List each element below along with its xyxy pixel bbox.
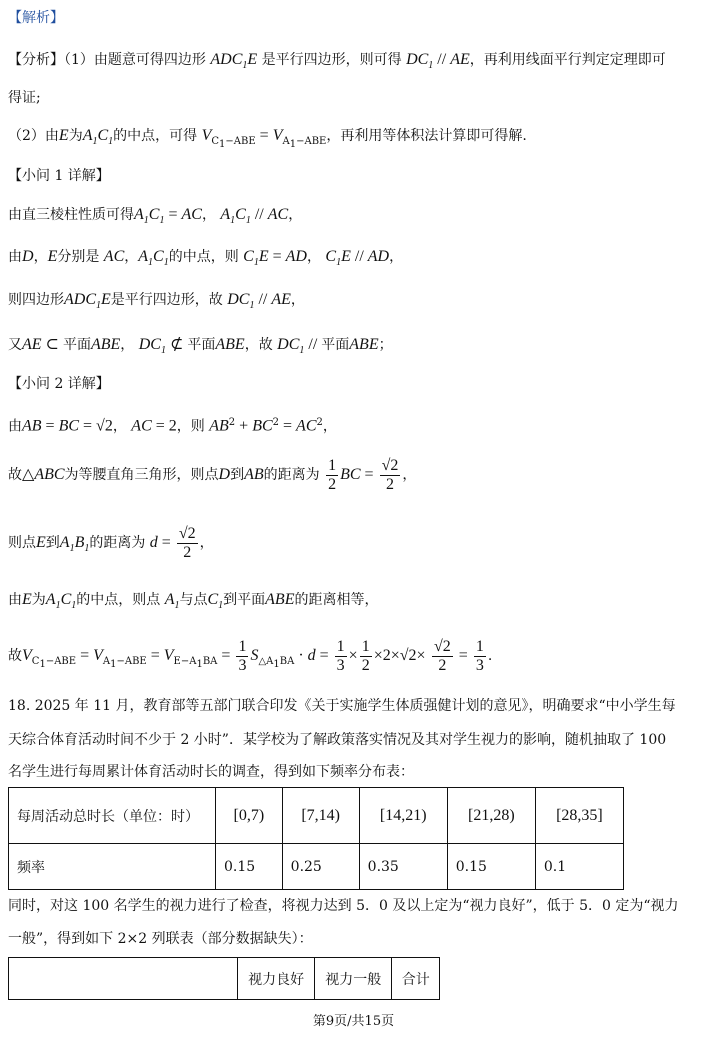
frequency-cell: 0.15 <box>216 844 283 890</box>
frequency-cell: 0.25 <box>282 844 359 890</box>
fraction-root2-over-2: $\frac{√2}{2}$ <box>381 456 399 493</box>
q1-line-1: 由直三棱柱性质可得$A_1C_1$ = AC， $A_1C_1$ // AC， <box>8 206 303 227</box>
q1-line-2: 由D，E分别是 AC，$A_1C_1$的中点，则 $C_1E$ = AD， $C_1E$ // AD， <box>8 248 404 269</box>
table-row-label: 频率 <box>9 844 216 890</box>
fraction-half: $\frac{1}{2}$ <box>328 456 337 493</box>
problem-18-line-4: 同时，对这 100 名学生的视力进行了检查，将视力达到 5．0 及以上定为“视力良好”，低于 5．0 定为“视力 <box>8 898 679 914</box>
table-header: 视力一般 <box>315 958 392 1000</box>
q2-title: 【小问 2 详解】 <box>8 376 110 392</box>
problem-18-line-1: 18. 2025 年 11 月，教育部等五部门联合印发《关于实施学生体质强健计划的意见》，明确要求“中小学生每 <box>8 698 676 714</box>
frequency-cell: 0.35 <box>359 844 447 890</box>
table-header: 视力良好 <box>238 958 315 1000</box>
table-row <box>9 958 440 1000</box>
table-cell-empty <box>9 958 238 1000</box>
interval-cell: [21,28) <box>447 788 535 844</box>
contingency-table <box>8 957 440 1000</box>
frequency-table <box>8 787 624 890</box>
page-number: 第9页/共15页 <box>312 1014 395 1029</box>
q1-line-4: 又AE ⊂ 平面ABE， $DC_1$ ⊄ 平面ABE，故 $DC_1$ // 平面ABE； <box>8 336 393 357</box>
q1-title: 【小问 1 详解】 <box>8 168 110 184</box>
table-row <box>9 788 624 844</box>
solution-heading: 【解析】 <box>8 10 64 26</box>
table-header: 合计 <box>392 958 440 1000</box>
q1-line-3: 则四边形$ADC_1E$是平行四边形，故 $DC_1$ // AE， <box>8 291 305 312</box>
analysis-line-3: （2）由E为$A_1C_1$的中点，可得 $V_{C_1-ABE} = V_{A_1-ABE}$，再利用等体积法计算即可得解. <box>8 127 527 150</box>
table-row <box>9 844 624 890</box>
frequency-cell: 0.1 <box>535 844 623 890</box>
interval-cell: [28,35] <box>535 788 623 844</box>
q2-line-5: 故$V_{C_1-ABE} = V_{A_1-ABE} = V_{E-A_1BA}$ = $\frac{1}{3}$ $S_{\triangle A_1BA} \cdot d$ = $\frac{1}{3}$ × $\frac{1}{2}$ ×2×√2× $\frac{√2}{2}$ = $\frac{1}{3}$ . <box>8 637 493 674</box>
analysis-line-1: 【分析】（1）由题意可得四边形 $ADC_1E$ 是平行四边形，则可得 $DC_1$ // AE，再利用线面平行判定定理即可 <box>8 51 666 72</box>
table-header-label: 每周活动总时长（单位：时） <box>9 788 216 844</box>
q2-line-1: 由AB = BC = √2， AC = 2，则 $AB^2 + BC^2 = AC^2$， <box>8 417 337 435</box>
q2-line-4: 由E为$A_1C_1$的中点，则点 $A_1$与点$C_1$到平面ABE的距离相等， <box>8 591 379 612</box>
problem-18-line-3: 名学生进行每周累计体育活动时长的调查，得到如下频率分布表： <box>8 764 414 780</box>
analysis-line-2: 得证; <box>8 90 41 106</box>
interval-cell: [0,7) <box>216 788 283 844</box>
interval-cell: [14,21) <box>359 788 447 844</box>
fraction-root2-over-2: $\frac{√2}{2}$ <box>178 524 196 561</box>
problem-18-line-5: 一般”，得到如下 2×2 列联表（部分数据缺失）： <box>8 931 313 947</box>
interval-cell: [7,14) <box>282 788 359 844</box>
problem-18-line-2: 天综合体育活动时间不少于 2 小时”．某学校为了解政策落实情况及其对学生视力的影响，随机抽取了 100 <box>8 732 667 748</box>
q2-line-3: 则点E到$A_1B_1$的距离为 d = $\frac{√2}{2}$ ， <box>8 524 214 561</box>
q2-line-2: 故△ABC为等腰直角三角形，则点D到AB的距离为 $\frac{1}{2}$ BC = $\frac{√2}{2}$ ， <box>8 456 417 493</box>
frequency-cell: 0.15 <box>447 844 535 890</box>
